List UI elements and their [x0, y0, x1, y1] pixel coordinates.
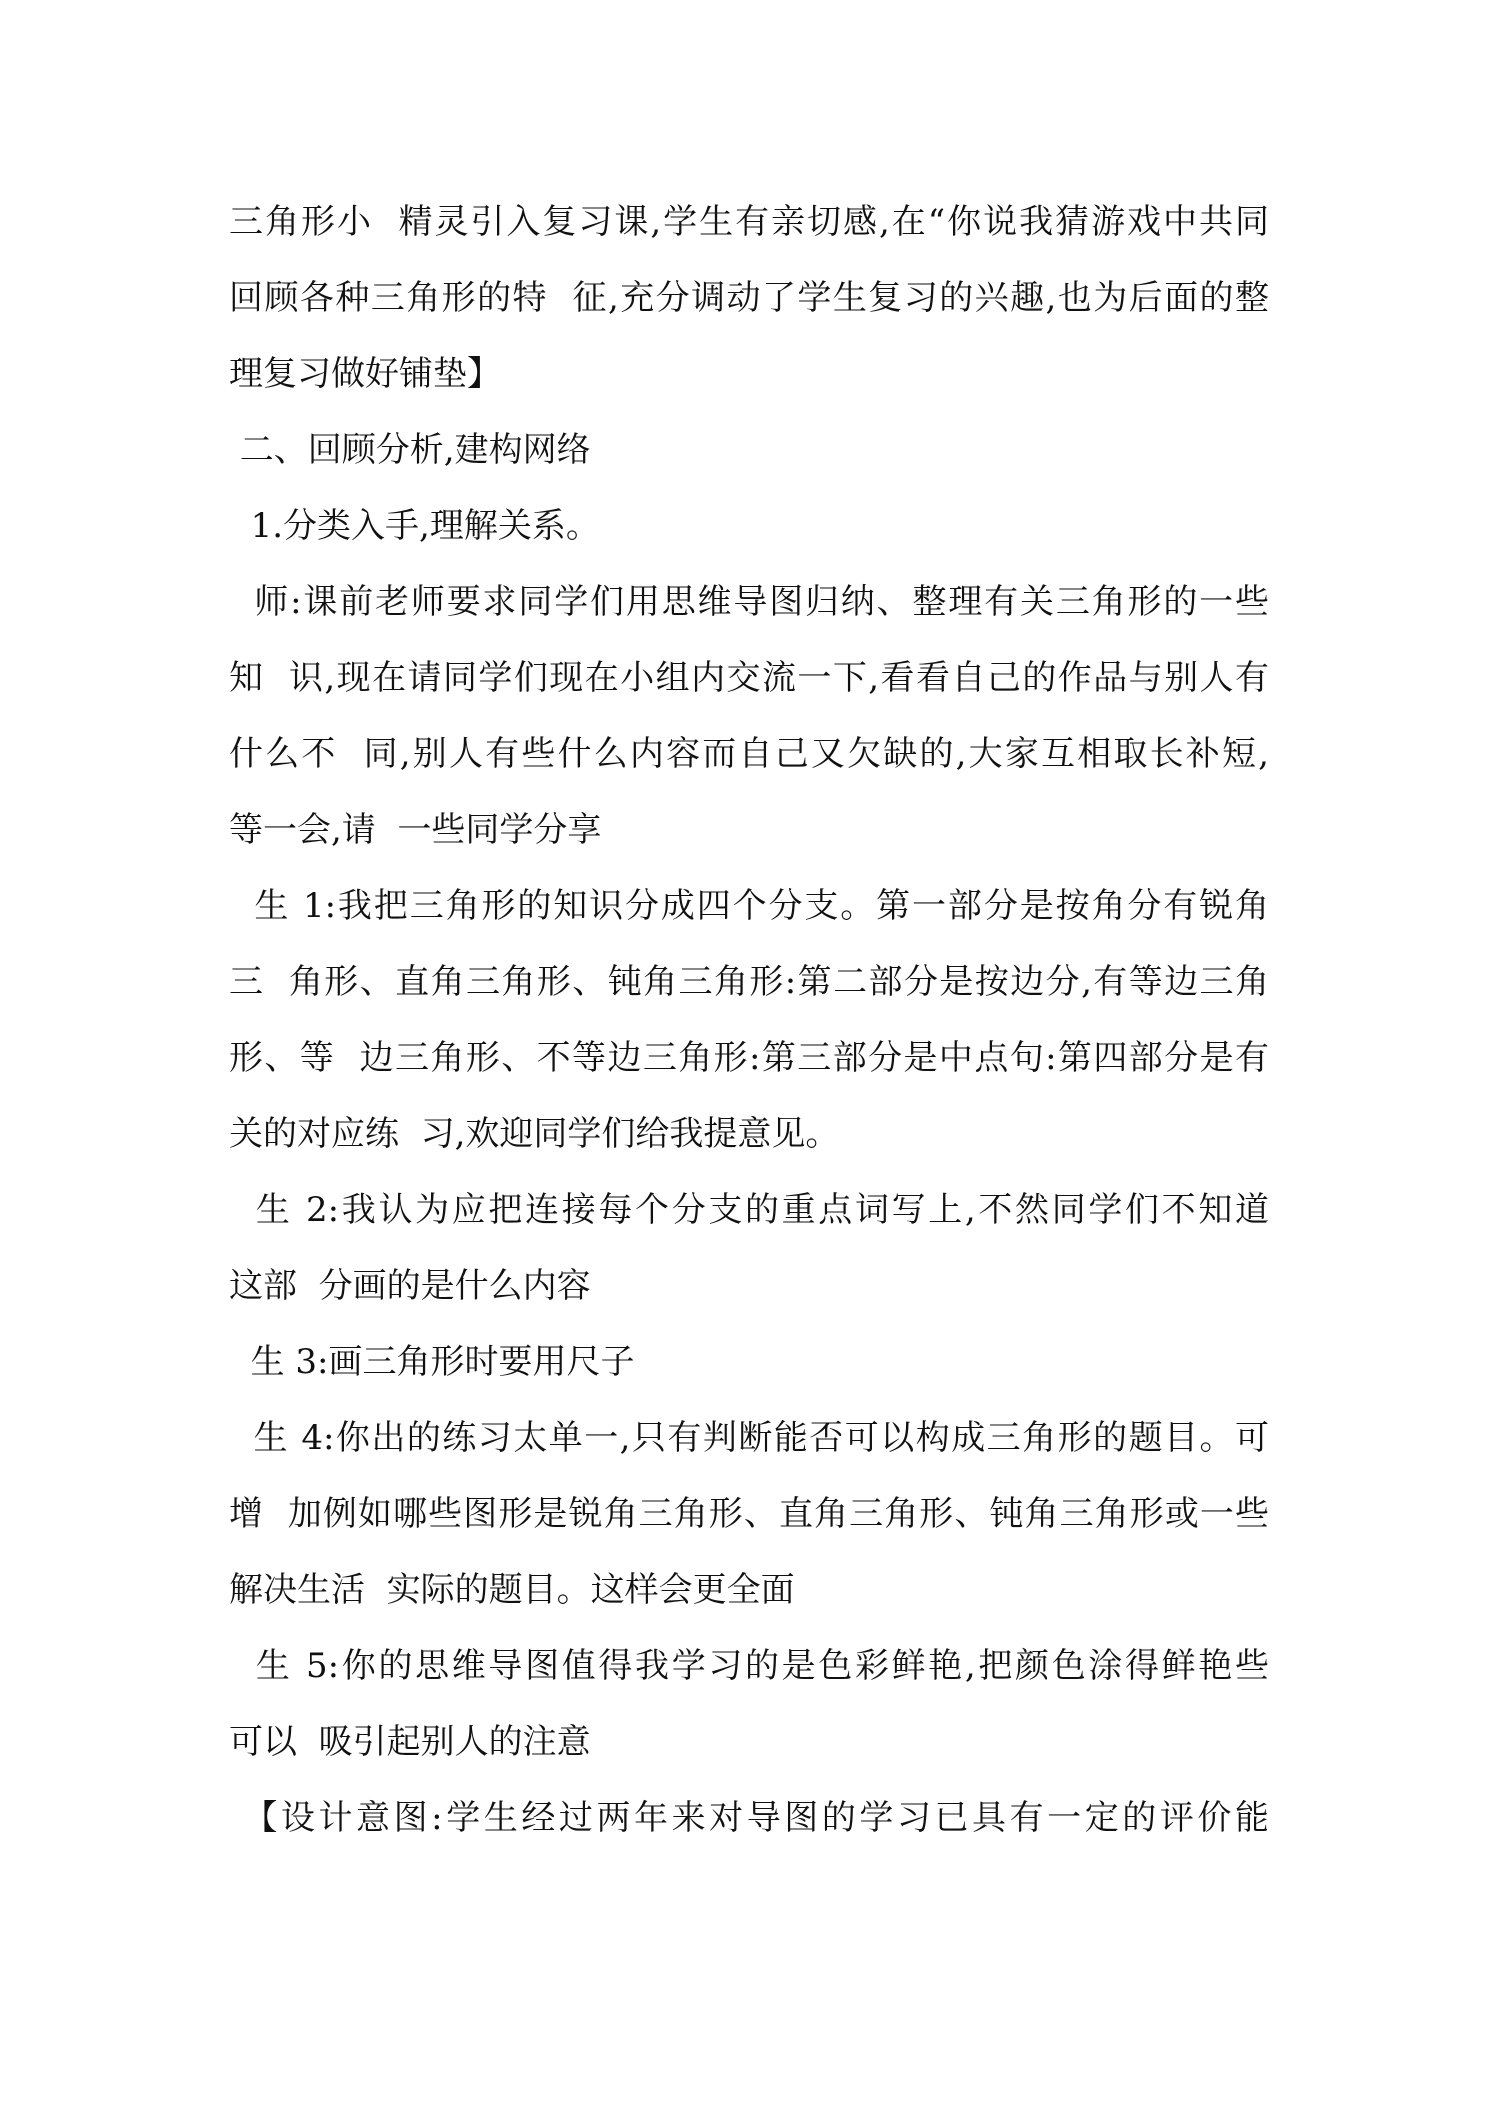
text-line: 【设计意图:学生经过两年来对导图的学习已具有一定的评价能: [229, 1798, 1269, 1838]
text-line: 可以 吸引起别人的注意: [229, 1722, 591, 1762]
text-line: 三 角形、直角三角形、钝角三角形:第二部分是按边分,有等边三角: [229, 962, 1269, 1002]
text-line: 生 1:我把三角形的知识分成四个分支。第一部分是按角分有锐角: [229, 886, 1269, 926]
section-heading: 二、回顾分析,建构网络: [229, 430, 591, 470]
text-line: 生 2:我认为应把连接每个分支的重点词写上,不然同学们不知道: [229, 1190, 1269, 1230]
text-line: 什么不 同,别人有些什么内容而自己又欠缺的,大家互相取长补短,: [229, 734, 1269, 774]
text-line: 知 识,现在请同学们现在小组内交流一下,看看自己的作品与别人有: [229, 658, 1269, 698]
text-line: 关的对应练 习,欢迎同学们给我提意见。: [229, 1114, 840, 1154]
text-line: 形、等 边三角形、不等边三角形:第三部分是中点句:第四部分是有: [229, 1038, 1269, 1078]
text-line: 生 5:你的思维导图值得我学习的是色彩鲜艳,把颜色涂得鲜艳些: [229, 1646, 1269, 1686]
text-line: 三角形小 精灵引入复习课,学生有亲切感,在“你说我猜游戏中共同: [229, 202, 1269, 242]
text-line: 解决生活 实际的题目。这样会更全面: [229, 1570, 795, 1610]
text-line: 回顾各种三角形的特 征,充分调动了学生复习的兴趣,也为后面的整: [229, 278, 1269, 318]
text-line: 这部 分画的是什么内容: [229, 1266, 591, 1306]
subsection-heading: 1.分类入手,理解关系。: [229, 506, 600, 546]
text-line: 生 4:你出的练习太单一,只有判断能否可以构成三角形的题目。可: [229, 1418, 1269, 1458]
text-line: 理复习做好铺垫】: [229, 354, 501, 394]
text-line: 生 3:画三角形时要用尺子: [229, 1342, 635, 1382]
text-line: 增 加例如哪些图形是锐角三角形、直角三角形、钝角三角形或一些: [229, 1494, 1269, 1534]
text-line: 师:课前老师要求同学们用思维导图归纳、整理有关三角形的一些: [229, 582, 1269, 622]
text-line: 等一会,请 一些同学分享: [229, 810, 602, 850]
